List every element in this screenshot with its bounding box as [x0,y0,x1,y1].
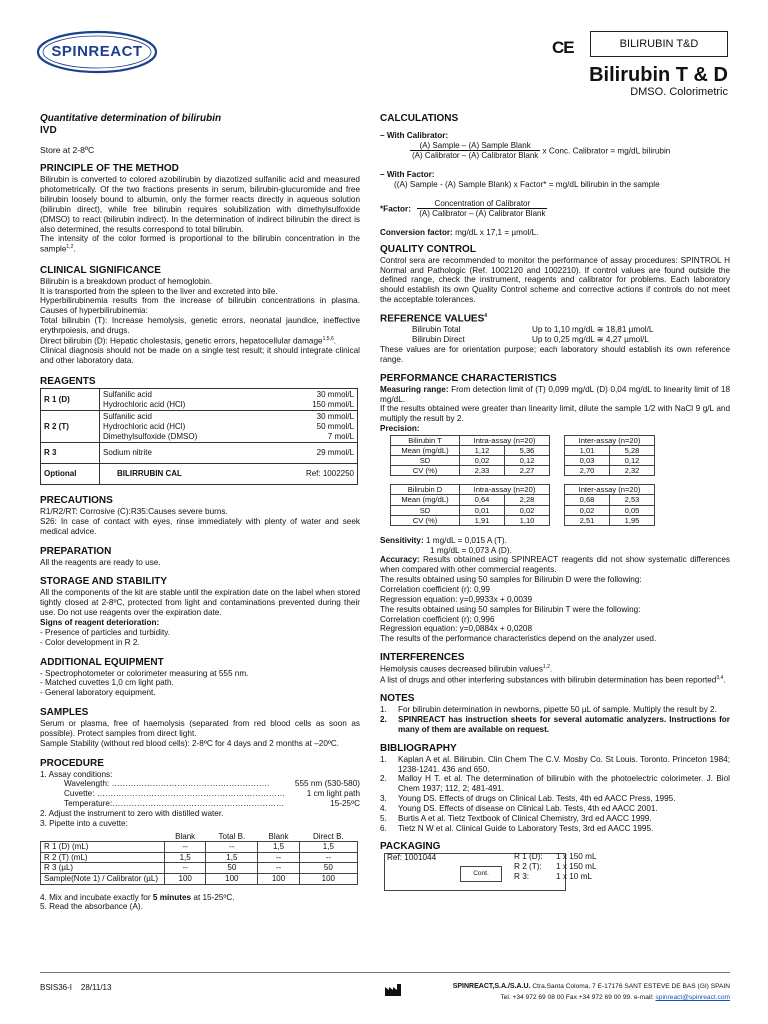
packaging-heading: PACKAGING [380,841,441,853]
principle-heading: PRINCIPLE OF THE METHOD [40,163,179,175]
ce-mark: CE [552,38,574,57]
procedure-step: 3. Pipette into a cuvette: [40,818,128,828]
table-row: R 1 (D) (mL) -- -- 1,5 1,5 [41,842,358,853]
conversion-factor: Conversion factor: mg/dL x 17,1 = µmol/L. [380,227,539,237]
table-row: 0,02 0,05 [565,505,655,515]
accuracy-line: Correlation coefficient (r): 0,996 [380,614,495,624]
packaging-contents: R 1 (D): 1 x 150 mL R 2 (T): 1 x 150 mL R 3: 1 x 10 mL [514,852,597,882]
store-text: Store at 2-8ºC [40,145,95,155]
reference-note: These values are for orientation purpose; each laboratory should establish its own reference range. [380,344,730,364]
reagent-label: R 1 (D) [41,389,100,411]
reagent-label: Optional [41,464,100,485]
table-row: CV (%) 2,33 2,27 [391,466,550,476]
measuring-range-note: If the results obtained were greater than linearity limit, dilute the sample 1/2 with NaCl 9 g/L and multiply the result by 2. [380,404,730,424]
precision-t-inter-table [564,435,655,476]
equipment-item: - Matched cuvettes 1,0 cm light path. [40,678,174,688]
clinical-heading: CLINICAL SIGNIFICANCE [40,264,161,276]
bibliography-item: 2. Malloy H T. et al. The determination of bilirubin with the photoelectric colorimeter. J. Biol Chem 1937; 112, 2; 481-491. [380,774,730,794]
bibliography-item: 4. Young DS. Effects of disease on Clinical Lab. Tests, 4th ed AACC 2001. [380,803,658,813]
signs-item: - Color development in R 2. [40,637,140,647]
procedure-temperature: Temperature:……………………………………………………… 15-25ºC [64,799,360,809]
packaging-block [380,853,730,891]
table-row: 1,01 5,28 [565,446,655,456]
table-row: Bilirubin D Intra-assay (n=20) [391,485,550,495]
reference-row: Bilirubin Direct Up to 0,25 mg/dL ≅ 4,27 µmol/L [412,335,649,345]
procedure-step: 4. Mix and incubate exactly for 5 minutes at 15-25ºC. [40,892,235,902]
equipment-item: - Spectrophotometer or colorimeter measuring at 555 nm. [40,668,249,678]
procedure-step: 1. Assay conditions: [40,769,113,779]
calculations-heading: CALCULATIONS [380,113,459,124]
table-row: R 3 Sodium nitrite 29 mmol/L [41,443,358,464]
footer-company: SPINREACT,S.A./S.A.U. Ctra.Santa Coloma, 7 E-17176 SANT ESTEVE DE BAS (GI) SPAIN [452,983,730,990]
equipment-item: - General laboratory equipment. [40,688,156,698]
procedure-heading: PROCEDURE [40,757,104,769]
precision-t-intra-table [390,435,550,476]
precision-label: Precision: [380,424,420,434]
signs-heading: Signs of reagent deterioration: [40,618,160,627]
table-row: 2,70 2,32 [565,466,655,476]
procedure-cuvette: Cuvette: …………………………………………………………… 1 cm light path [64,789,360,799]
interferences-heading: INTERFERENCES [380,652,465,664]
reagent-label: R 3 [41,443,100,464]
page-subtitle: DMSO. Colorimetric [630,86,728,98]
precautions-heading: PRECAUTIONS [40,495,113,507]
with-calibrator-label: – With Calibrator: [380,131,449,140]
with-factor-label: – With Factor: [380,170,435,180]
quality-control-heading: QUALITY CONTROL [380,243,476,255]
precautions-text: S26: In case of contact with eyes, rinse immediately with plenty of water and seek medical advice. [40,516,360,536]
pipette-table [40,832,358,885]
accuracy: Accuracy: Results obtained using SPINREACT reagents did not show systematic differences when compared with other commercial reagents. [380,555,730,575]
packaging-frame: Ref: 1001044 Cont. [384,853,566,891]
preparation-heading: PREPARATION [40,545,112,557]
notes-heading: NOTES [380,693,415,705]
table-row: Blank Total B. Blank Direct B. [175,831,344,841]
table-row: SD 0,01 0,02 [391,505,550,515]
bibliography-item: 5. Burtis A et al. Tietz Textbook of Clinical Chemistry, 3rd ed AACC 1999. [380,813,652,823]
accuracy-line: The results obtained using 50 samples for Bilirubin D were the following: [380,575,642,585]
reagents-heading: REAGENTS [40,376,96,388]
principle-text: Bilirubin is converted to colored azobilirubin by diazotized sulfanilic acid and measured photometrically. Of the two fractions presents in serum, bilirubin-glucuromide and free bilirubin loosely bound to albumin, only the former reacts directly in aqueous solution (bilirubin direct), while free bilirubin requires solubilization with dimethylsulfoxide (DMSO) to react (bilirubin indirect). In the determination of indirect bilirubin the direct is also determined, the results correspond to total bilirubin. [40,175,360,234]
procedure-wavelength: Wavelength: …………………………………………………. 555 nm (530-580) [64,779,360,789]
reagent-label: R 2 (T) [41,411,100,443]
measuring-range: Measuring range: From detection limit of (T) 0,099 mg/dL (D) 0,04 mg/dL to linearity limit of 18 mg/dL. [380,384,730,404]
table-row: Sample(Note 1) / Calibrator (µL) 100 100 100 100 [41,874,358,885]
accuracy-line: Regression equation: y=0,9933x + 0,0039 [380,594,533,604]
footer-contact: Tel. +34 972 69 08 00 Fax +34 972 69 00 99. e-mail: spinreact@spinreact.com [500,994,730,1001]
table-row: Inter-assay (n=20) [565,435,655,445]
left-column [40,113,360,912]
table-row: R 2 (T) Sulfanilic acid 30 mmol/L Hydrochloric acid (HCl) 50 mmol/L Dimethylsulfoxide (DMSO) 7 mol/L [41,411,358,443]
table-row: Bilirubin T Intra-assay (n=20) [391,435,550,445]
precision-t-tables [390,435,730,476]
accuracy-line: Correlation coefficient (r): 0,99 [380,584,490,594]
reagents-table [40,388,358,485]
samples-heading: SAMPLES [40,707,89,719]
table-row: Mean (mg/dL) 1,12 5,36 [391,446,550,456]
interferences-text: A list of drugs and other interfering substances with bilirubin determination has been reported$^{3,4}$. [380,674,726,685]
procedure-step: 2. Adjust the instrument to zero with distilled water. [40,808,224,818]
signs-item: - Presence of particles and turbidity. [40,627,170,637]
table-row: Mean (mg/dL) 0,64 2,28 [391,495,550,505]
principle-text-2: The intensity of the color formed is proportional to the bilirubin concentration in the sample$^{1,2}$. [40,234,360,254]
manufacturer-icon [384,983,402,1000]
storage-heading: STORAGE AND STABILITY [40,576,168,588]
table-row: R 3 (µL) -- 50 -- 50 [41,863,358,874]
quality-control-text: Control sera are recommended to monitor the performance of assay procedures: SPINTROL H Normal and Pathologic (Ref. 1002120 and 1002210). If control values are found outside the defined range, check the instrument, reagents and calibrator for problems. Each laboratory should establish its own Quality Control scheme and corrective actions if controls do not meet the acceptable tolerances. [380,255,730,305]
procedure-step: 5. Read the absorbance (A). [40,902,143,912]
calibrator-formula: $\frac{\text{(A) Sample – (A) Sample Blank}}{\text{(A) Calibrator – (A) Calibrator Blank}}$ x Conc. Calibrator = mg/dL bilirubin [412,140,671,161]
accuracy-line: The results of the performance characteristics depend on the analyzer used. [380,634,657,644]
email-link[interactable]: spinreact@spinreact.com [655,994,730,1001]
table-row: SD 0,02 0,12 [391,456,550,466]
clinical-last: Clinical diagnosis should not be made on a single test result; it should integrate clinical and other laboratory data. [40,346,360,366]
factor-equation: ((A) Sample - (A) Sample Blank) x Factor* = mg/dL bilirubin in the sample [394,179,660,189]
logo-text: SPINREACT [51,43,143,60]
page-title: Bilirubin T & D [589,64,728,86]
note-item: 2. SPINREACT has instruction sheets for several automatic analyzers. Instructions for many of them are available on request. [380,715,730,734]
clinical-line: Bilirubin is a breakdown product of hemoglobin. [40,276,213,286]
storage-text: All the components of the kit are stable until the expiration date on the label when stored tightly closed at 2-8ºC, protected from light and contaminations prevented during their use. Do not use reagents over the expiration date. [40,588,360,618]
table-row: 2,51 1,95 [565,515,655,525]
samples-text: Serum or plasma, free of haemolysis (separated from red blood cells as soon as possible). Protect samples from direct light. [40,719,360,738]
note-item: 1. For bilirubin determination in newborns, pipette 50 µL of sample. Multiply the result by 2. [380,705,717,715]
logo [36,30,158,74]
sensitivity: Sensitivity: 1 mg/dL = 0,015 A (T). [380,535,507,545]
factor-formula: *Factor: $\frac{\text{Concentration of Calibrator}}{\text{(A) Calibrator – (A) Calibrator Blank}}$ [380,198,546,219]
accuracy-line: The results obtained using 50 samples for Bilirubin T were the following: [380,604,641,614]
right-column [380,113,730,891]
product-box: BILIRUBIN T&D [590,31,728,57]
intro-title: Quantitative determination of bilirubin [40,113,222,124]
bibliography-item: 1. Kaplan A et al. Bilirubin. Clin Chem The C.V. Mosby Co. St Louis. Toronto. Princeton 1984; 1238-1241. 436 and 650. [380,754,730,774]
table-row: R 2 (T) (mL) 1,5 1,5 -- -- [41,852,358,863]
precision-d-intra-table [390,484,550,525]
table-row: CV (%) 1,91 1,10 [391,515,550,525]
bibliography-item: 3. Young DS. Effects of drugs on Clinical Lab. Tests, 4th ed AACC Press, 1995. [380,794,676,804]
table-row: R 1 (D) Sulfanilic acid 30 mmol/L Hydrochloric acid (HCl) 150 mmol/L [41,389,358,411]
bibliography-item: 6. Tietz N W et al. Clinical Guide to Laboratory Tests, 3rd ed AACC 1995. [380,823,654,833]
precision-d-inter-table [564,484,655,525]
clinical-line: Hyperbilirubinemia results from the increase of bilirubin concentrations in plasma. Causes of hyperbilirubinemia: [40,296,360,316]
equipment-heading: ADDITIONAL EQUIPMENT [40,656,164,668]
reference-row: Bilirubin Total Up to 1,10 mg/dL ≅ 18,81 µmol/L [412,325,654,335]
clinical-direct: Direct bilirubin (D): Hepatic cholestasis, genetic errors, hepatocellular damage$^{1,5,6}$. [40,335,337,346]
interferences-text: Hemolysis causes decreased bilirubin values$^{1,2}$. [380,664,553,674]
table-row: 0,03 0,12 [565,456,655,466]
table-row: 0,68 2,53 [565,495,655,505]
table-row: Optional BILIRRUBIN CAL Ref: 1002250 [41,464,358,485]
precautions-text: R1/R2/RT: Corrosive (C):R35:Causes severe burns. [40,507,228,517]
clinical-line: It is transported from the spleen to the liver and excreted into bile. [40,286,278,296]
preparation-text: All the reagents are ready to use. [40,557,161,567]
bibliography-heading: BIBLIOGRAPHY [380,742,457,754]
footer-divider [40,972,730,973]
reference-values-heading: REFERENCE VALUES$^4$ [380,312,488,325]
sensitivity-2: 1 mg/dL = 0,073 A (D). [430,545,512,555]
clinical-line: Total bilirubin (T): Increase hemolysis, genetic errors, neonatal jaundice, ineffective erythrpoiesis, and drugs. [40,316,360,336]
precision-d-tables [390,484,730,525]
footer-code: BSIS36-I 28/11/13 [40,983,112,992]
table-row: Inter-assay (n=20) [565,485,655,495]
samples-text: Sample Stability (without red blood cells): 2-8ºC for 4 days and 2 months at –20ºC. [40,738,340,748]
accuracy-line: Regression equation: y=0,0884x + 0,0208 [380,624,533,634]
ivd-label: IVD [40,125,57,136]
performance-heading: PERFORMANCE CHARACTERISTICS [380,372,557,384]
